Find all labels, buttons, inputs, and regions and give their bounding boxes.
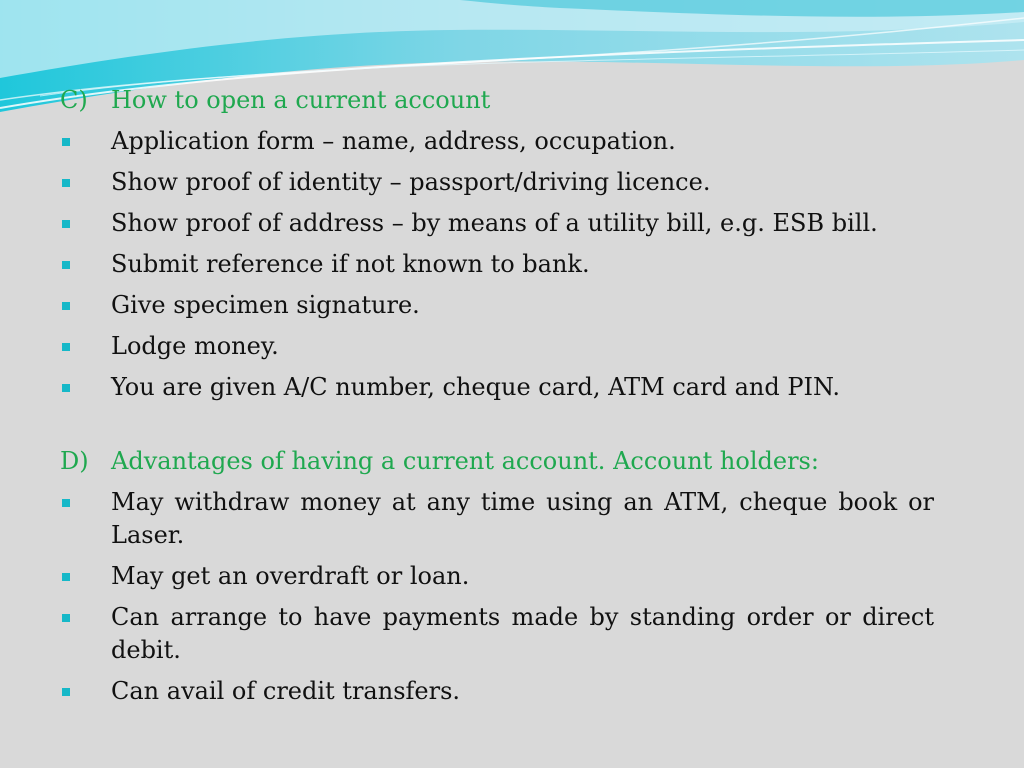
square-bullet-icon <box>60 675 111 708</box>
square-bullet-icon <box>60 207 111 240</box>
list-item-text: Can arrange to have payments made by standing order or direct debit. <box>111 603 934 664</box>
list-item <box>60 486 934 552</box>
list-item <box>60 125 934 158</box>
list-item-text: Submit reference if not known to bank. <box>111 250 590 278</box>
section-c-title: How to open a current account <box>111 86 491 114</box>
square-bullet-icon <box>60 371 111 404</box>
list-item <box>60 330 934 363</box>
list-item-text: May withdraw money at any time using an ATM, cheque book or Laser. <box>111 488 934 549</box>
square-bullet-icon <box>60 601 111 634</box>
slide-content <box>60 84 934 716</box>
list-item <box>60 289 934 322</box>
list-item-text: You are given A/C number, cheque card, ATM card and PIN. <box>111 373 841 401</box>
list-item <box>60 601 934 667</box>
list-item-text: May get an overdraft or loan. <box>111 562 470 590</box>
square-bullet-icon <box>60 125 111 158</box>
section-d-marker: D) <box>60 447 89 475</box>
list-item <box>60 371 934 404</box>
square-bullet-icon <box>60 486 111 519</box>
list-item <box>60 166 934 199</box>
section-d-heading <box>60 445 934 478</box>
list-item <box>60 248 934 281</box>
square-bullet-icon <box>60 248 111 281</box>
square-bullet-icon <box>60 330 111 363</box>
section-c-marker: C) <box>60 86 88 114</box>
square-bullet-icon <box>60 560 111 593</box>
list-item-text: Application form – name, address, occupation. <box>111 127 676 155</box>
section-spacer <box>60 412 934 445</box>
section-d-title: Advantages of having a current account. Account holders: <box>111 447 819 475</box>
list-item <box>60 207 934 240</box>
list-item-text: Can avail of credit transfers. <box>111 677 461 705</box>
list-item <box>60 675 934 708</box>
list-item <box>60 560 934 593</box>
list-item-text: Show proof of identity – passport/driving licence. <box>111 168 711 196</box>
square-bullet-icon <box>60 289 111 322</box>
section-c-heading <box>60 84 934 117</box>
square-bullet-icon <box>60 166 111 199</box>
list-item-text: Lodge money. <box>111 332 279 360</box>
list-item-text: Show proof of address – by means of a utility bill, e.g. ESB bill. <box>111 209 878 237</box>
list-item-text: Give specimen signature. <box>111 291 420 319</box>
